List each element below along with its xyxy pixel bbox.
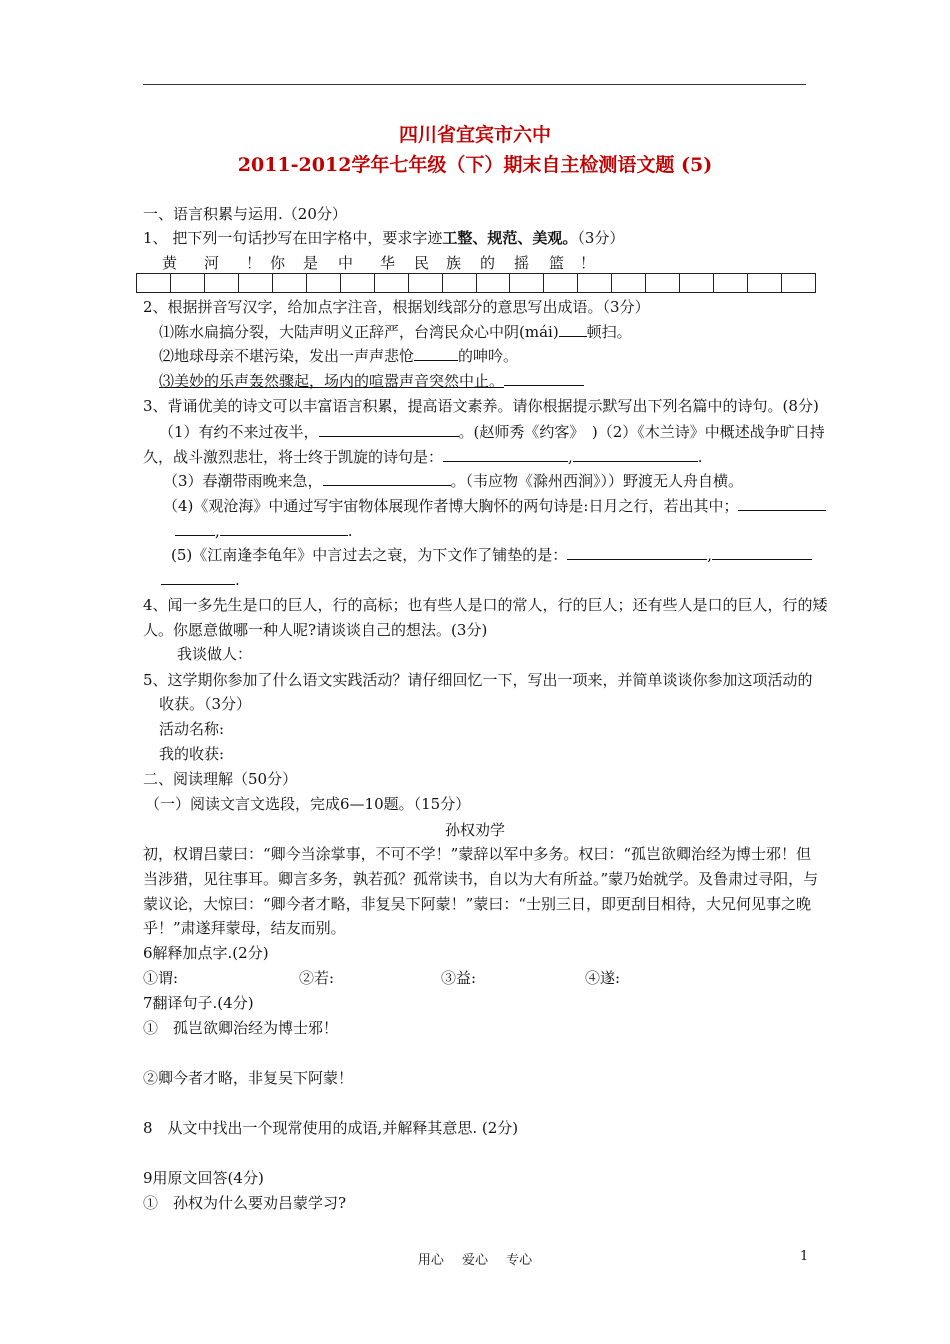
answer-blank[interactable]	[220, 520, 348, 536]
section2-heading: 二、阅读理解（50分）	[143, 770, 298, 788]
question-4-prompt: 我谈做人：	[177, 645, 253, 663]
question-3: 3、背诵优美的诗文可以丰富语言积累，提高语文素养。请你根据提示默写出下列名篇中的诗句。(8分)	[143, 397, 819, 415]
answer-blank[interactable]	[323, 470, 451, 486]
answer-blank[interactable]	[567, 544, 707, 560]
passage-line: 乎！”肃遂拜蒙母，结友而别。	[143, 919, 346, 937]
q2-item-1: ⑴陈水扁搞分裂，大陆声明义正辞严，台湾民众心中阴(mái) 顿扫。	[159, 323, 632, 341]
answer-blank[interactable]	[559, 321, 587, 337]
char: 摇	[514, 254, 530, 272]
q6-items: ①谓: ②若: ③益: ④遂:	[143, 969, 621, 987]
title-line1: 四川省宜宾市六中	[398, 124, 551, 146]
q3-item-5-cont: .	[161, 569, 240, 590]
question-1	[143, 228, 624, 248]
q1-prefix: 1、	[143, 229, 168, 247]
passage-title: 孙权劝学	[444, 821, 505, 839]
q5-activity-label: 活动名称:	[159, 720, 225, 738]
header-rule	[143, 84, 806, 85]
char: 的	[480, 254, 496, 272]
char: 黄	[162, 254, 178, 272]
answer-blank[interactable]	[573, 446, 698, 462]
char: 民	[414, 254, 430, 272]
question-7: 7翻译句子.(4分)	[143, 994, 254, 1012]
q1-score: （3分）	[577, 229, 625, 247]
answer-blank[interactable]	[161, 569, 235, 585]
question-8: 8 从文中找出一个现常使用的成语,并解释其意思. (2分)	[143, 1119, 519, 1137]
passage-line: 蒙议论，大惊曰：“卿今者才略，非复吴下阿蒙！”蒙曰：“士别三日，即更刮目相待，大兄何见事之晚	[143, 895, 812, 913]
char: ！	[246, 254, 262, 272]
char: 是	[303, 254, 319, 272]
q3-item-5: (5)《江南逢李龟年》中言过去之衰，为下文作了铺垫的是： ,	[171, 544, 812, 565]
tianzige-grid[interactable]	[136, 273, 816, 293]
char: 华	[380, 254, 396, 272]
page-number: 1	[800, 1249, 809, 1264]
q2-item-2: ⑵地球母亲不堪污染，发出一声声悲怆 的呻吟。	[159, 347, 519, 365]
q3-item-3: （3）春潮带雨晚来急， 。（韦应物《滁州西涧》））野渡无人舟自横。	[163, 472, 744, 490]
q7-item-2: ②卿今者才略，非复吴下阿蒙！	[143, 1069, 354, 1087]
passage-line: 当涉猎，见往事耳。卿言多务，孰若孤？孤常读书，自以为大有所益。”蒙乃始就学。及鲁肃过寻阳，与	[143, 870, 819, 888]
section1-heading: 一、语言积累与运用.（20分）	[143, 205, 347, 223]
q3-item-2: 久，战斗激烈悲壮，将士终于凯旋的诗句是： , .	[143, 448, 703, 466]
answer-blank[interactable]	[414, 345, 458, 361]
answer-blank[interactable]	[712, 544, 812, 560]
q3-item-4-cont: , .	[175, 520, 353, 541]
question-6: 6解释加点字.(2分)	[143, 944, 269, 962]
answer-blank[interactable]	[443, 446, 568, 462]
answer-blank[interactable]	[738, 495, 826, 511]
q9-item-1: ① 孙权为什么要劝吕蒙学习?	[143, 1194, 347, 1212]
passage-line: 初，权谓吕蒙曰：“卿今当涂掌事，不可不学！”蒙辞以军中多务。权曰：“孤岂欲卿治经为博士邪！但	[143, 845, 812, 863]
char: 你	[270, 254, 286, 272]
answer-blank[interactable]	[504, 370, 584, 386]
q1-text: 把下列一句话抄写在田字格中，要求字迹	[172, 229, 443, 247]
question-4-line2: 人。你愿意做哪一种人呢?请谈谈自己的想法。(3分)	[143, 621, 488, 639]
char: 族	[446, 254, 462, 272]
char: ！	[580, 254, 596, 272]
q1-characters	[0, 252, 950, 272]
char: 篮	[549, 254, 565, 272]
q3-item-4: （4)《观沧海》中通过写宇宙物体展现作者博大胸怀的两句诗是:日月之行，若出其中；	[163, 495, 826, 516]
char: 中	[338, 254, 354, 272]
q5-harvest-label: 我的收获:	[159, 745, 225, 763]
q2-item-3: ⑶美妙的乐声轰然骤起，场内的喧嚣声音突然中止。	[159, 370, 584, 391]
question-2: 2、根据拼音写汉字，给加点字注音，根据划线部分的意思写出成语。（3分）	[143, 298, 650, 316]
q3-item-1: （1）有约不来过夜半， 。(赵师秀《约客》 )（2）《木兰诗》中概述战争旷日持	[159, 423, 825, 441]
answer-blank[interactable]	[319, 421, 459, 437]
char: 河	[204, 254, 220, 272]
footer-motto: 用心 爱心 专心	[417, 1253, 533, 1268]
q1-bold: 工整、规范、美观。	[442, 229, 578, 247]
question-5-line2: 收获。（3分）	[159, 695, 252, 713]
question-4-line1: 4、闻一多先生是口的巨人，行的高标；也有些人是口的常人，行的巨人；还有些人是口的巨人，行的矮	[143, 596, 828, 614]
title-line2: 2011-2012学年七年级（下）期末自主检测语文题 (5)	[237, 154, 713, 176]
section2-sub1: （一）阅读文言文选段，完成6—10题。（15分）	[145, 795, 471, 813]
question-9: 9用原文回答(4分)	[143, 1169, 264, 1187]
question-5-line1: 5、这学期你参加了什么语文实践活动？请仔细回忆一下，写出一项来，并简单谈谈你参加这项活动的	[143, 671, 813, 689]
q7-item-1: ① 孤岂欲卿治经为博士邪！	[143, 1019, 339, 1037]
answer-blank[interactable]	[175, 520, 215, 536]
